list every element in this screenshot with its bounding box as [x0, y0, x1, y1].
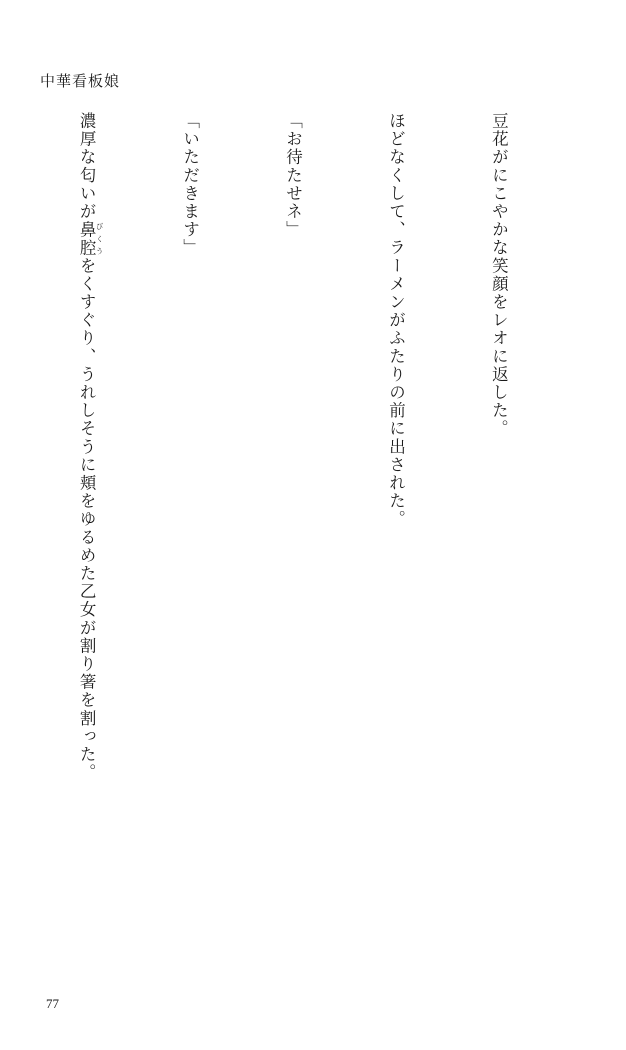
ruby-annotation: 鼻腔 びくう — [77, 220, 105, 257]
paragraph: 「いただきます」 — [180, 112, 200, 257]
body-text — [0, 112, 584, 912]
running-header: 中華看板娘 — [40, 74, 121, 90]
page-number: 77 — [46, 996, 59, 1011]
paragraph: ほどなくして、ラーメンがふたりの前に出された。 — [386, 112, 406, 529]
paragraph: 豆花がにこやかな笑顔をレオに返した。 — [489, 112, 509, 438]
paragraph: 濃厚な匂いが鼻腔 びくうをくすぐり、うれしそうに頬をゆるめた乙女が割り箸を割った。 — [77, 112, 105, 782]
paragraph: 「お待たせネ」 — [283, 112, 303, 239]
